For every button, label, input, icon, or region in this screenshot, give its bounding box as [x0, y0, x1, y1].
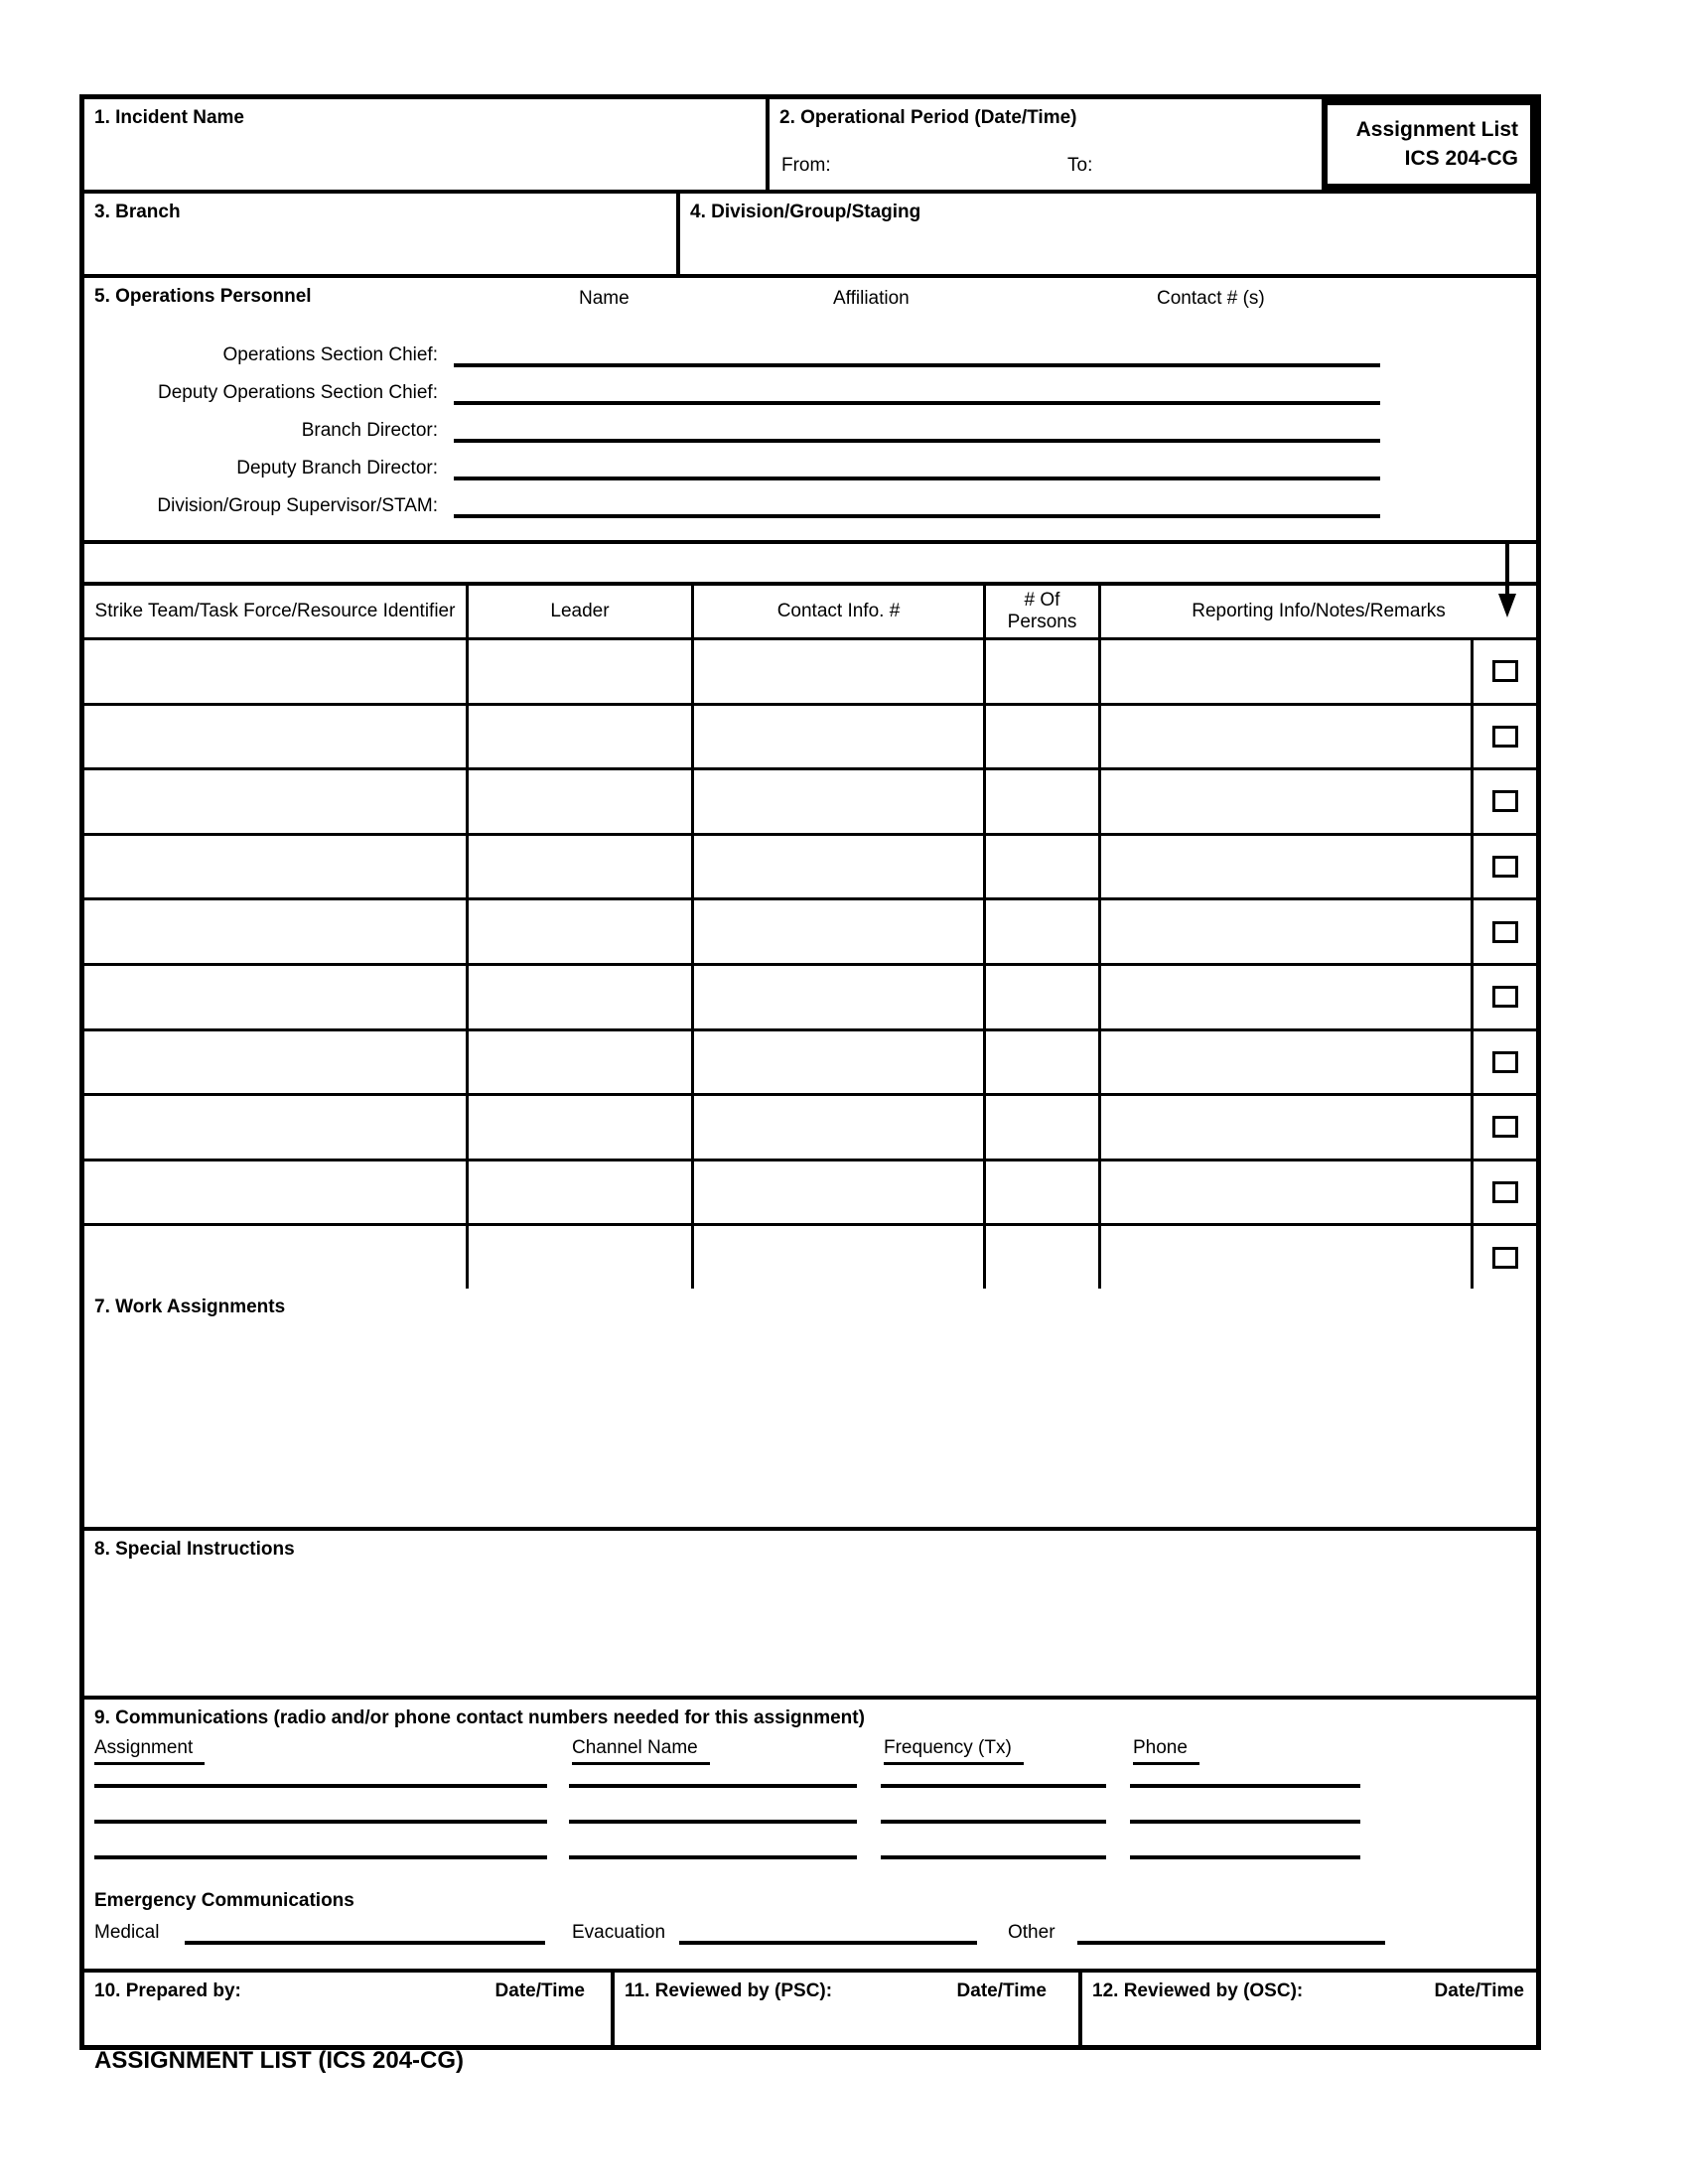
communications-fill-line[interactable] [569, 1855, 857, 1859]
contact-info-cell[interactable] [694, 770, 986, 833]
medical-label: Medical [94, 1922, 160, 1943]
personnel-role-label: Deputy Operations Section Chief: [158, 382, 438, 403]
prepared-by-label: 10. Prepared by: [94, 1980, 241, 2001]
operations-personnel-label: 5. Operations Personnel [94, 286, 312, 307]
resource-row [84, 1226, 1536, 1289]
operational-period-field[interactable] [770, 99, 1306, 190]
remarks-cell[interactable] [1101, 836, 1474, 898]
personnel-fill-line[interactable] [454, 451, 1380, 480]
attachment-checkbox[interactable] [1492, 986, 1518, 1008]
checkbox-cell [1474, 706, 1536, 768]
branch-field[interactable] [84, 194, 680, 274]
persons-cell[interactable] [986, 836, 1101, 898]
prepared-datetime-label: Date/Time [494, 1980, 585, 2001]
checkbox-cell [1474, 1226, 1536, 1289]
phone-column-header: Phone [1133, 1737, 1199, 1765]
resource-row [84, 770, 1536, 836]
work-assignments-label: 7. Work Assignments [94, 1297, 286, 1317]
persons-column-header: # Of Persons [986, 586, 1101, 637]
attachment-checkbox[interactable] [1492, 660, 1518, 682]
identifier-cell[interactable] [84, 1096, 469, 1159]
leader-cell[interactable] [469, 836, 694, 898]
communications-fill-line[interactable] [94, 1820, 547, 1824]
leader-cell[interactable] [469, 1031, 694, 1094]
contact-info-cell[interactable] [694, 640, 986, 703]
resource-row [84, 966, 1536, 1031]
identifier-cell[interactable] [84, 966, 469, 1028]
remarks-cell[interactable] [1101, 900, 1474, 963]
attachment-checkbox[interactable] [1492, 1051, 1518, 1073]
contact-column-header: Contact # (s) [1157, 288, 1265, 309]
frequency-column-header: Frequency (Tx) [884, 1737, 1024, 1765]
communications-fill-line[interactable] [94, 1784, 547, 1788]
medical-fill-line[interactable] [185, 1941, 545, 1945]
assignment-column-header: Assignment [94, 1737, 205, 1765]
resource-row [84, 1031, 1536, 1097]
contact-info-cell[interactable] [694, 706, 986, 768]
identifier-cell[interactable] [84, 1161, 469, 1224]
operations-personnel-section [84, 278, 1536, 544]
leader-cell[interactable] [469, 1096, 694, 1159]
communications-fill-line[interactable] [1130, 1784, 1360, 1788]
reviewed-psc-label: 11. Reviewed by (PSC): [625, 1980, 833, 2001]
personnel-row [84, 480, 1536, 518]
reviewed-osc-field[interactable] [1082, 1973, 1536, 2045]
communications-section [84, 1700, 1536, 1973]
personnel-role-label: Branch Director: [301, 420, 438, 441]
branch-label: 3. Branch [94, 202, 181, 222]
persons-cell[interactable] [986, 640, 1101, 703]
identifier-cell[interactable] [84, 900, 469, 963]
remarks-cell[interactable] [1101, 1031, 1474, 1094]
remarks-column-header: Reporting Info/Notes/Remarks [1192, 601, 1446, 622]
signature-row [84, 1973, 1536, 2045]
leader-column-header: Leader [469, 586, 694, 637]
header-row-2 [84, 194, 1536, 278]
resource-row [84, 706, 1536, 771]
checkbox-cell [1474, 1031, 1536, 1094]
attachment-checkbox[interactable] [1492, 1247, 1518, 1269]
checkbox-cell [1474, 640, 1536, 703]
form-number: ICS 204-CG [1404, 146, 1518, 170]
contact-info-cell[interactable] [694, 1226, 986, 1289]
checkbox-cell [1474, 1096, 1536, 1159]
persons-cell[interactable] [986, 1031, 1101, 1094]
remarks-cell[interactable] [1101, 1096, 1474, 1159]
incident-name-label: 1. Incident Name [94, 107, 244, 128]
checkbox-cell [1474, 900, 1536, 963]
checkbox-cell [1474, 770, 1536, 833]
contact-info-column-header: Contact Info. # [694, 586, 986, 637]
special-instructions-section[interactable] [84, 1531, 1536, 1700]
emergency-communications-label: Emergency Communications [94, 1890, 354, 1911]
persons-cell[interactable] [986, 900, 1101, 963]
division-group-staging-field[interactable] [680, 194, 1536, 274]
personnel-role-label: Division/Group Supervisor/STAM: [157, 495, 438, 516]
attachment-checkbox[interactable] [1492, 790, 1518, 812]
personnel-row [84, 330, 1536, 367]
communications-fill-line[interactable] [569, 1820, 857, 1824]
personnel-fill-line[interactable] [454, 338, 1380, 367]
attachment-checkbox[interactable] [1492, 1181, 1518, 1203]
contact-info-cell[interactable] [694, 966, 986, 1028]
contact-info-cell[interactable] [694, 1031, 986, 1094]
personnel-row [84, 367, 1536, 405]
communications-fill-line[interactable] [1130, 1820, 1360, 1824]
personnel-row [84, 405, 1536, 443]
resources-band [84, 544, 1536, 586]
personnel-role-label: Operations Section Chief: [222, 344, 438, 365]
resource-row [84, 1096, 1536, 1161]
personnel-role-label: Deputy Branch Director: [236, 458, 438, 478]
remarks-cell[interactable] [1101, 966, 1474, 1028]
from-label: From: [781, 155, 831, 176]
operational-period-label: 2. Operational Period (Date/Time) [779, 107, 1077, 128]
evacuation-fill-line[interactable] [679, 1941, 977, 1945]
identifier-cell[interactable] [84, 836, 469, 898]
communications-fill-line[interactable] [881, 1855, 1106, 1859]
checkbox-cell [1474, 836, 1536, 898]
personnel-row [84, 443, 1536, 480]
communications-fill-line[interactable] [881, 1784, 1106, 1788]
header-gap [1306, 99, 1322, 190]
attachment-checkbox[interactable] [1492, 726, 1518, 748]
leader-cell[interactable] [469, 966, 694, 1028]
resource-row [84, 1161, 1536, 1227]
other-fill-line[interactable] [1077, 1941, 1385, 1945]
remarks-cell[interactable] [1101, 770, 1474, 833]
personnel-fill-line[interactable] [454, 375, 1380, 405]
identifier-cell[interactable] [84, 770, 469, 833]
special-instructions-label: 8. Special Instructions [94, 1539, 295, 1560]
leader-cell[interactable] [469, 900, 694, 963]
reviewed-osc-label: 12. Reviewed by (OSC): [1092, 1980, 1304, 2001]
other-label: Other [1008, 1922, 1055, 1943]
evacuation-label: Evacuation [572, 1922, 666, 1943]
remarks-cell[interactable] [1101, 706, 1474, 768]
communications-fill-line[interactable] [569, 1784, 857, 1788]
remarks-cell[interactable] [1101, 640, 1474, 703]
channel-name-column-header: Channel Name [572, 1737, 710, 1765]
leader-cell[interactable] [469, 770, 694, 833]
work-assignments-section[interactable] [84, 1289, 1536, 1531]
resource-row [84, 640, 1536, 706]
leader-cell[interactable] [469, 1161, 694, 1224]
remarks-cell[interactable] [1101, 1226, 1474, 1289]
attachment-checkbox[interactable] [1492, 856, 1518, 878]
affiliation-column-header: Affiliation [833, 288, 910, 309]
contact-info-cell[interactable] [694, 836, 986, 898]
leader-cell[interactable] [469, 706, 694, 768]
persons-cell[interactable] [986, 1226, 1101, 1289]
resource-row [84, 836, 1536, 901]
remarks-cell[interactable] [1101, 1161, 1474, 1224]
form-title: Assignment List [1355, 118, 1518, 142]
leader-cell[interactable] [469, 1226, 694, 1289]
division-group-staging-label: 4. Division/Group/Staging [690, 202, 921, 222]
contact-info-cell[interactable] [694, 1096, 986, 1159]
persons-cell[interactable] [986, 1161, 1101, 1224]
identifier-cell[interactable] [84, 706, 469, 768]
personnel-rows [84, 330, 1536, 518]
checkbox-cell [1474, 1161, 1536, 1224]
personnel-fill-line[interactable] [454, 413, 1380, 443]
osc-datetime-label: Date/Time [1434, 1980, 1524, 2001]
identifier-column-header: Strike Team/Task Force/Resource Identifier [84, 586, 469, 637]
checkbox-cell [1474, 966, 1536, 1028]
resources-table-body [84, 640, 1536, 1289]
persons-cell[interactable] [986, 706, 1101, 768]
identifier-cell[interactable] [84, 640, 469, 703]
leader-cell[interactable] [469, 640, 694, 703]
communications-fill-line[interactable] [94, 1855, 547, 1859]
header-row-1 [84, 99, 1536, 194]
persons-cell[interactable] [986, 770, 1101, 833]
communications-fill-line[interactable] [881, 1820, 1106, 1824]
resource-row [84, 900, 1536, 966]
checkbox-column-arrow-icon [1496, 542, 1518, 621]
contact-info-cell[interactable] [694, 900, 986, 963]
reviewed-psc-field[interactable] [615, 1973, 1082, 2045]
resources-table-header [84, 586, 1536, 640]
form-title-box [1322, 99, 1536, 190]
communications-label: 9. Communications (radio and/or phone contact numbers needed for this assignment) [94, 1707, 865, 1728]
ics-204-form [79, 94, 1541, 2050]
identifier-cell[interactable] [84, 1226, 469, 1289]
form-footer-title: ASSIGNMENT LIST (ICS 204-CG) [94, 2047, 465, 2074]
psc-datetime-label: Date/Time [956, 1980, 1047, 2001]
prepared-by-field[interactable] [84, 1973, 615, 2045]
personnel-fill-line[interactable] [454, 488, 1380, 518]
identifier-cell[interactable] [84, 1031, 469, 1094]
attachment-checkbox[interactable] [1492, 921, 1518, 943]
persons-cell[interactable] [986, 966, 1101, 1028]
persons-cell[interactable] [986, 1096, 1101, 1159]
to-label: To: [1067, 155, 1093, 176]
communications-fill-line[interactable] [1130, 1855, 1360, 1859]
name-column-header: Name [579, 288, 630, 309]
attachment-checkbox[interactable] [1492, 1116, 1518, 1138]
incident-name-field[interactable] [84, 99, 770, 190]
contact-info-cell[interactable] [694, 1161, 986, 1224]
